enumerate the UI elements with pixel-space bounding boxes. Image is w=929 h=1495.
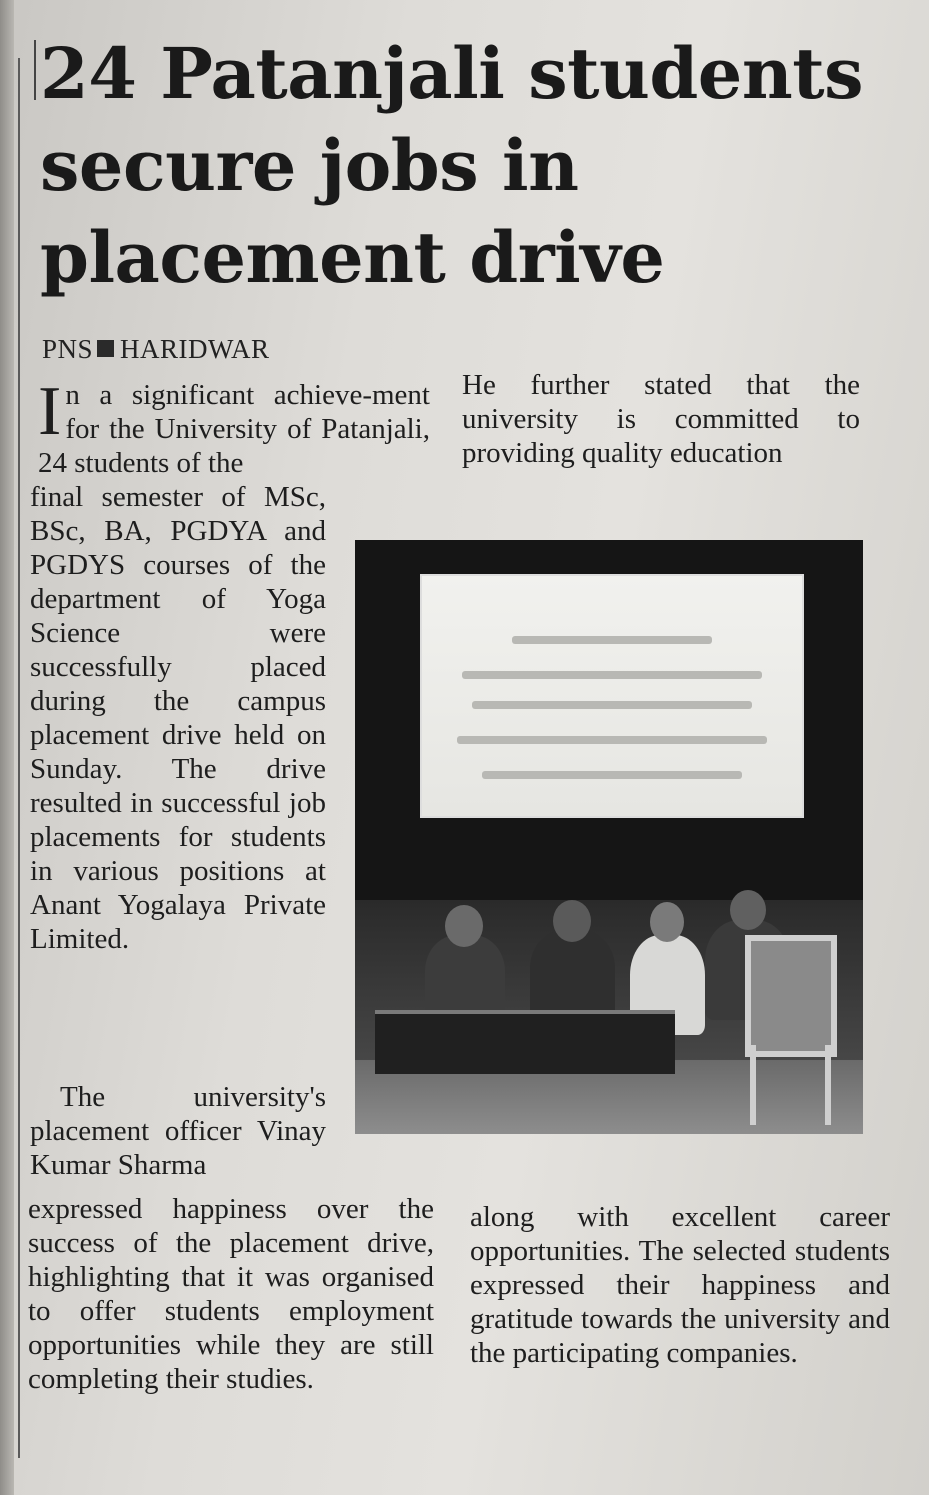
byline-location: HARIDWAR xyxy=(120,334,270,364)
paragraph-1-lead-text: n a significant achieve-ment for the University of Patanjali, 24 students of the xyxy=(38,379,430,479)
column-rule xyxy=(18,58,20,1458)
projection-screen xyxy=(420,574,804,818)
chair xyxy=(745,935,837,1057)
square-bullet-icon xyxy=(97,340,114,357)
panel-table xyxy=(375,1010,675,1074)
page-edge xyxy=(0,0,14,1495)
event-photo xyxy=(355,540,863,1134)
column-rule-top xyxy=(34,40,36,100)
paragraph-2-lead: The university's placement officer Vinay Kumar Sharma xyxy=(30,1081,326,1181)
paragraph-2-continued: expressed happiness over the success of the placement drive, highlighting that it was organised to offer students employment opportunities while they are still completing their studies. xyxy=(28,1193,434,1395)
drop-cap: I xyxy=(38,373,62,450)
paragraph-1-lead xyxy=(38,373,430,480)
panelist-2-head xyxy=(553,900,591,942)
panelist-1-head xyxy=(445,905,483,947)
headline xyxy=(40,28,880,304)
paragraph-1-continued: final semester of MSc, BSc, BA, PGDYA and PGDYS courses of the department of Yoga Science were successfully placed during the campus placement drive held on Sunday. The drive resulted in successful job placements for students in various positions at Anant Yogalaya Private Limited. xyxy=(30,481,326,955)
byline-agency: PNS xyxy=(42,334,94,364)
panelist-3-head xyxy=(650,902,684,942)
paragraph-3-continued: along with excellent career opportunities. The selected students expressed their happiness and gratitude towards the university and the participating companies. xyxy=(470,1201,890,1369)
headline-line-1: 24 Patanjali students xyxy=(40,32,863,115)
panelist-4-head xyxy=(730,890,766,930)
headline-line-2: secure jobs in xyxy=(40,124,579,207)
byline xyxy=(42,334,270,365)
headline-line-3: placement drive xyxy=(40,216,665,299)
paragraph-3-lead: He further stated that the university is committed to providing quality education xyxy=(462,369,860,469)
